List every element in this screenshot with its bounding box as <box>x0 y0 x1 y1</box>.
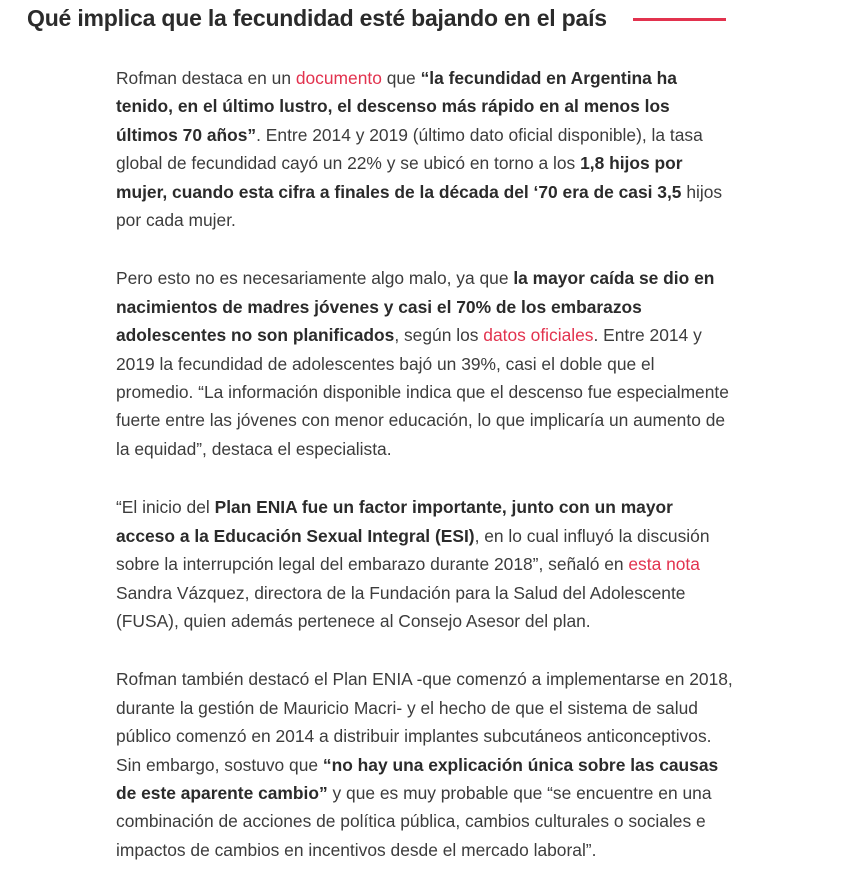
text-segment: Sandra Vázquez, directora de la Fundación para la Salud del Adolescente (FUSA), quien además pertenece al Consejo Asesor del plan. <box>116 582 686 631</box>
text-segment: que <box>381 68 421 88</box>
text-segment: . Entre 2014 y 2019 (último dato oficial disponible), la tasa global de fecundidad cayó un 22% y se ubicó en torno a los <box>116 124 703 174</box>
text-segment: . Entre 2014 y 2019 la fecundidad de adolescentes bajó un 39%, casi el doble que el promedio. “La información disponible indica que el descenso fue especialmente fuerte entre las jóvenes con menor educación, lo que implicaría un aumento de la equidad”, destaca el especialista. <box>116 325 729 459</box>
paragraph-4 <box>116 665 736 864</box>
bold-segment: 1,8 hijos por mujer, cuando esta cifra a finales de la década del ‘70 era de casi 3,5 <box>116 153 683 202</box>
section-title: Qué implica que la fecundidad esté bajando en el país <box>27 4 607 31</box>
text-segment: Rofman también destacó el Plan ENIA -que comenzó a implementarse en 2018, durante la gestión de Mauricio Macri- y el hecho de que el sistema de salud público comenzó en 2014 a distribuir implantes subcutáneos anticonceptivos. Sin embargo, sostuvo que <box>116 669 733 775</box>
bold-segment: “la fecundidad en Argentina ha tenido, en el último lustro, el descenso más rápido en al menos los últimos 70 años” <box>116 68 677 145</box>
link-esta-nota[interactable]: esta nota <box>628 554 700 575</box>
bold-segment: la mayor caída se dio en nacimientos de madres jóvenes y casi el 70% de los embarazos adolescentes no son planificados <box>116 268 715 346</box>
text-segment: “El inicio del <box>116 497 215 518</box>
paragraph-3 <box>116 493 736 635</box>
text-segment: hijos por cada mujer. <box>116 181 723 231</box>
bold-segment: Plan ENIA fue un factor importante, junto con un mayor acceso a la Educación Sexual Integral (ESI) <box>116 497 673 546</box>
text-segment: Pero esto no es necesariamente algo malo, ya que <box>116 268 514 289</box>
link-datos-oficiales[interactable]: datos oficiales <box>483 325 594 346</box>
text-segment: , según los <box>394 325 484 346</box>
title-accent-rule <box>633 18 726 21</box>
bold-segment: “no hay una explicación única sobre las causas de este aparente cambio” <box>116 754 719 803</box>
paragraph-1 <box>116 64 736 234</box>
paragraph-2 <box>116 264 736 463</box>
text-segment: y que es muy probable que “se encuentre en una combinación de acciones de política pública, cambios culturales o sociales e impactos de cambios en incentivos desde el mercado laboral”. <box>116 782 712 860</box>
link-documento[interactable]: documento <box>295 68 382 88</box>
text-segment: , en lo cual influyó la discusión sobre la interrupción legal del embarazo durante 2018”, señaló en <box>116 525 710 575</box>
section-header <box>27 3 726 33</box>
article-body <box>116 64 736 894</box>
text-segment: Rofman destaca en un <box>116 68 296 88</box>
